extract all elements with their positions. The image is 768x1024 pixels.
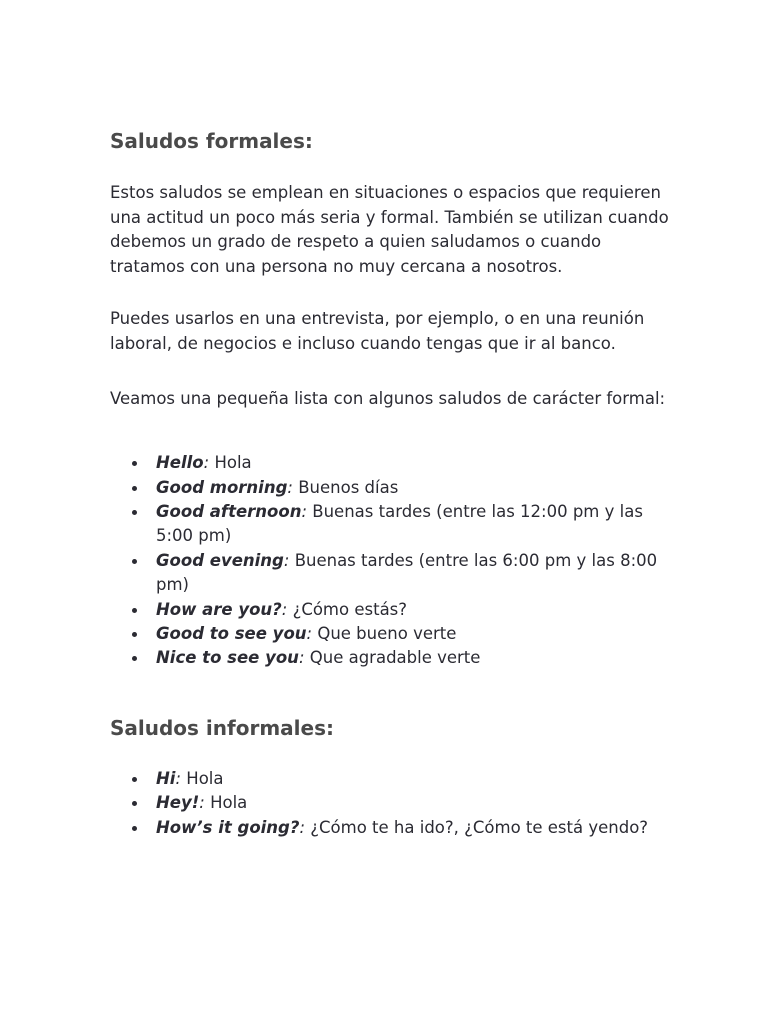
spanish-meaning: Hola [186,768,224,788]
english-term: Good afternoon [156,501,302,521]
term-separator: : [298,648,305,668]
informal-greetings-list [110,767,670,840]
list-item [110,791,670,815]
term-separator: : [287,477,293,497]
spanish-meaning: Buenas tardes (entre las 6:00 pm y las 8:00 pm) [156,550,658,595]
english-term: Good to see you [156,624,307,643]
intro-paragraph: Estos saludos se emplean en situaciones o espacios que requieren una actitud un poco más seria y formal. También se utilizan cuando debemos un grado de respeto a quien saludamos o cuando tratamos con una persona no muy cercana a nosotros. [110,183,669,276]
english-term: How are you? [156,599,282,619]
spanish-meaning: Hola [210,793,248,813]
term-separator: : [283,550,290,570]
term-separator: : [281,599,288,619]
spanish-meaning: Que bueno verte [317,624,457,643]
term-separator: : [299,817,306,837]
bullet-icon [132,608,137,613]
bullet-icon [132,826,137,831]
formal-greetings-list [110,451,670,671]
document-page [110,126,670,840]
list-item [110,500,670,549]
list-intro-paragraph: Veamos una pequeña lista con algunos saludos de carácter formal: [110,388,666,408]
bullet-icon [132,777,137,782]
spanish-meaning: ¿Cómo estás? [292,599,408,619]
term-separator: : [306,624,313,643]
formal-greetings-heading: Saludos formales: [110,129,313,153]
spanish-meaning: Buenos días [298,477,399,497]
spanish-meaning: Que agradable verte [309,648,481,668]
list-item [110,816,670,840]
list-item [110,622,670,646]
list-item [110,549,670,598]
spanish-meaning: ¿Cómo te ha ido?, ¿Cómo te está yendo? [310,817,649,837]
english-term: Hi [156,768,176,788]
spanish-meaning: Buenas tardes (entre las 12:00 pm y las 5:00 pm) [156,501,643,546]
bullet-icon [132,801,137,806]
usage-paragraph: Puedes usarlos en una entrevista, por ejemplo, o en una reunión laboral, de negocios e incluso cuando tengas que ir al banco. [110,309,645,353]
bullet-icon [132,559,137,564]
spanish-meaning: Hola [214,453,252,473]
bullet-icon [132,510,137,515]
list-item [110,646,670,670]
english-term: Good morning [156,477,288,497]
term-separator: : [301,501,308,521]
english-term: Hey! [156,793,200,813]
english-term: Good evening [156,550,284,570]
bullet-icon [132,486,137,491]
list-item [110,598,670,622]
english-term: Nice to see you [156,648,299,668]
bullet-icon [132,656,137,661]
list-item [110,476,670,500]
informal-greetings-heading: Saludos informales: [110,715,334,740]
bullet-icon [132,461,137,466]
list-item [110,767,670,791]
english-term: How’s it going? [156,817,300,837]
list-item [110,451,670,475]
english-term: Hello [156,453,204,473]
term-separator: : [203,453,210,473]
bullet-icon [132,632,137,637]
term-separator: : [175,768,182,788]
term-separator: : [199,793,205,813]
